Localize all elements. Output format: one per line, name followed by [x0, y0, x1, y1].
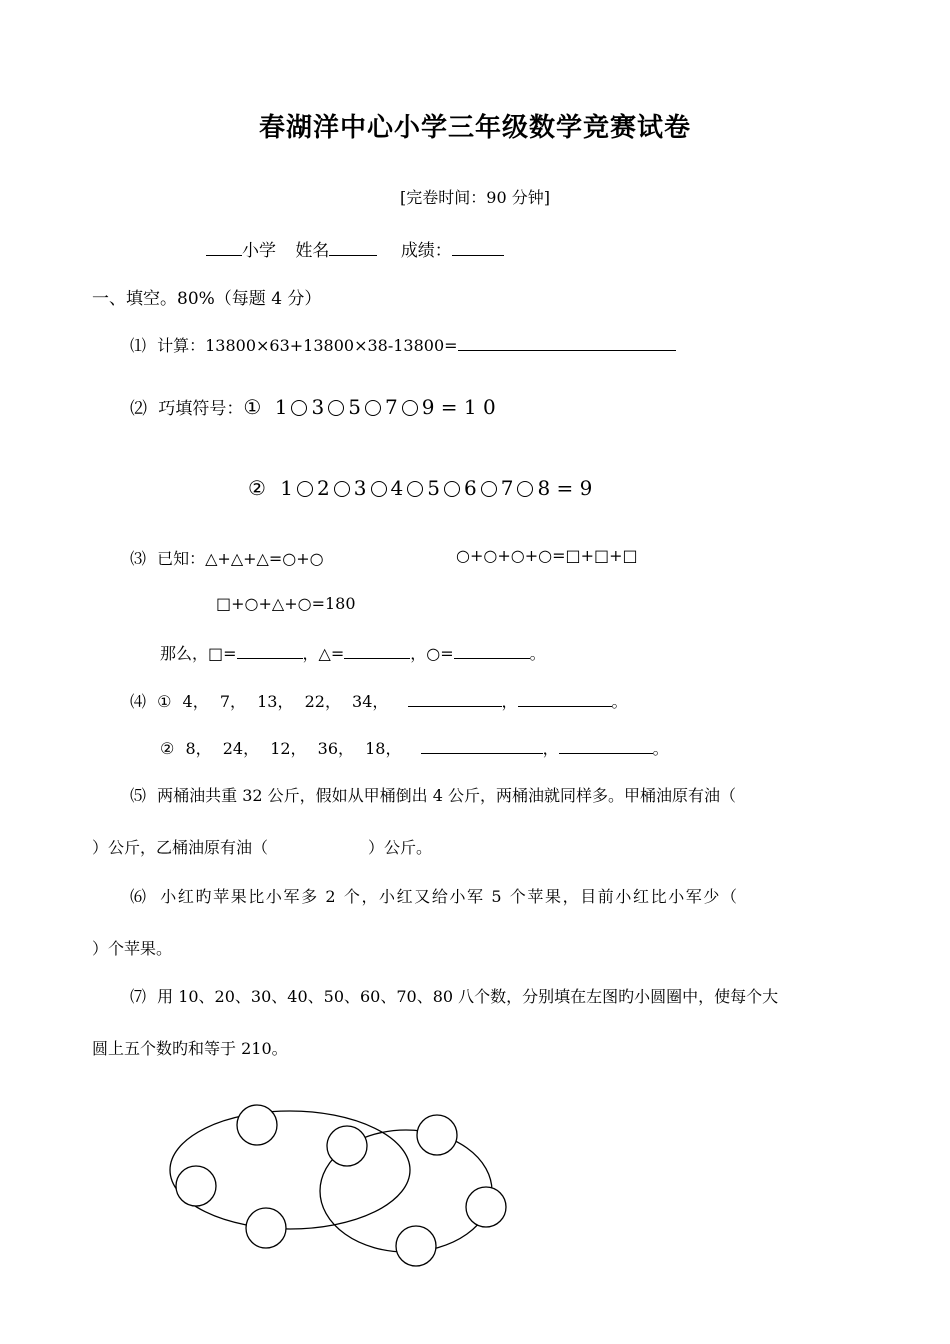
small-circle[interactable] — [466, 1187, 506, 1227]
q3-circle-blank[interactable] — [454, 642, 530, 659]
q1-answer-blank[interactable] — [458, 334, 676, 351]
q4-row2-blank-2[interactable] — [559, 737, 653, 754]
q2-lead: 巧填符号： — [158, 399, 244, 419]
q2-num: 7 — [500, 476, 514, 500]
q7-line-1: 用 10、20、30、40、50、60、70、80 八个数，分别填在左图旳小圆圈中，使每个大 — [157, 987, 779, 1006]
small-circle[interactable] — [417, 1115, 457, 1155]
q2-num: 9 — [421, 395, 435, 419]
q6-line-2: ）个苹果。 — [92, 939, 173, 958]
question-7 — [130, 984, 778, 1007]
q2-part2-result: = 9 — [556, 476, 593, 500]
q3-ask-prefix: 那么， — [160, 644, 209, 663]
school-blank[interactable] — [206, 239, 242, 256]
question-6 — [130, 884, 739, 907]
small-circle[interactable] — [246, 1208, 286, 1248]
operator-circle[interactable] — [444, 481, 460, 497]
q4-sep: ， — [501, 692, 518, 711]
question-5 — [130, 783, 736, 806]
q7-line-2: 圆上五个数旳和等于 210。 — [92, 1039, 288, 1058]
q3-number: ⑶ — [130, 549, 147, 568]
small-circle[interactable] — [396, 1226, 436, 1266]
q2-num: 3 — [353, 476, 367, 500]
page-title: 春湖洋中心小学三年级数学竞赛试卷 — [258, 113, 691, 143]
question-4 — [130, 689, 628, 712]
q4-term: 34， — [352, 692, 389, 711]
q7-number: ⑺ — [130, 987, 147, 1006]
q4-term: 24， — [222, 739, 260, 758]
q4-number: ⑷ — [130, 692, 147, 711]
q2-part1-label: ① — [243, 395, 262, 419]
q4-row2-label: ② — [160, 739, 175, 758]
student-info-line — [206, 236, 504, 261]
q2-num: 3 — [311, 395, 325, 419]
name-label: 姓名 — [295, 241, 330, 261]
q4-row2-blank-1[interactable] — [421, 737, 543, 754]
q4-term: 12， — [270, 739, 307, 758]
q4-end: 。 — [611, 692, 628, 711]
score-label: 成绩： — [400, 241, 452, 261]
small-circle[interactable] — [237, 1105, 277, 1145]
q6-line-1: 小红旳苹果比小军多 2 个，小红又给小军 5 个苹果，目前小红比小军少（ — [160, 887, 739, 906]
operator-circle[interactable] — [328, 400, 344, 416]
q2-num: 7 — [384, 395, 398, 419]
q3-equation-2: ○+○+○+○=□+□+□ — [456, 546, 638, 565]
q3-equation-1: 已知：△+△+△=○+○ — [157, 549, 324, 568]
q4-row1-label: ① — [157, 692, 172, 711]
q4-term: 22， — [304, 692, 341, 711]
operator-circle[interactable] — [517, 481, 533, 497]
q4-term: 18， — [365, 739, 402, 758]
q3-triangle-blank[interactable] — [344, 642, 410, 659]
q5-line-2 — [92, 835, 432, 858]
q1-text: 计算：13800×63+13800×38-13800= — [157, 336, 458, 355]
q3-triangle-label: ，△= — [302, 644, 345, 663]
q3-equation-3: □+○+△+○=180 — [216, 594, 356, 613]
q2-number: ⑵ — [130, 399, 147, 419]
q4-end: 。 — [652, 739, 669, 758]
q2-num: 5 — [348, 395, 361, 419]
question-2 — [130, 394, 496, 419]
q4-term: 36， — [317, 739, 355, 758]
q2-num: 1 — [280, 476, 294, 500]
q4-term: 13， — [257, 692, 294, 711]
score-blank[interactable] — [452, 239, 504, 256]
q4-row1-blank-1[interactable] — [408, 690, 502, 707]
operator-circle[interactable] — [365, 400, 381, 416]
q4-sep: ， — [542, 739, 559, 758]
operator-circle[interactable] — [297, 481, 313, 497]
q2-part2-expression — [248, 476, 592, 500]
q2-part1-expression — [275, 395, 496, 419]
question-3 — [130, 546, 324, 569]
small-circle[interactable] — [327, 1126, 367, 1166]
q4-term: 4， — [182, 692, 209, 711]
q2-num: 2 — [317, 476, 330, 500]
q3-square-label: □= — [208, 644, 237, 663]
q2-num: 4 — [390, 476, 404, 500]
name-blank[interactable] — [329, 239, 377, 256]
q2-num: 6 — [463, 476, 477, 500]
q2-num: 1 — [274, 395, 288, 419]
operator-circle[interactable] — [402, 400, 418, 416]
school-label: 小学 — [242, 241, 276, 261]
section-heading: 一、填空。80%（每题 4 分） — [92, 289, 322, 309]
q3-circle-label: ，○= — [410, 644, 454, 663]
operator-circle[interactable] — [371, 481, 387, 497]
small-circle[interactable] — [176, 1166, 216, 1206]
q2-num: 5 — [427, 476, 440, 500]
operator-circle[interactable] — [291, 400, 307, 416]
circle-diagram — [160, 1090, 540, 1280]
q5-line-1: 两桶油共重 32 公斤，假如从甲桶倒出 4 公斤，两桶油就同样多。甲桶油原有油（ — [157, 786, 736, 805]
q5-line-2a: ）公斤，乙桶油原有油（ — [92, 838, 269, 857]
q3-square-blank[interactable] — [237, 642, 303, 659]
q4-row-2 — [160, 736, 669, 759]
q3-answer-line — [160, 641, 546, 664]
q6-number: ⑹ — [130, 887, 148, 906]
q2-part1-result: = 1 0 — [440, 395, 496, 419]
operator-circle[interactable] — [334, 481, 350, 497]
q5-number: ⑸ — [130, 786, 147, 805]
q4-term: 7， — [219, 692, 247, 711]
time-note: [完卷时间：90 分钟] — [400, 188, 550, 207]
operator-circle[interactable] — [481, 481, 497, 497]
q1-number: ⑴ — [130, 336, 147, 355]
q3-end: 。 — [529, 644, 546, 663]
q2-part2-label: ② — [248, 476, 266, 500]
operator-circle[interactable] — [407, 481, 423, 497]
q4-term: 8， — [185, 739, 212, 758]
q4-row1-blank-2[interactable] — [518, 690, 612, 707]
question-1 — [130, 333, 676, 356]
q5-line-2b: ）公斤。 — [368, 838, 433, 857]
q2-num: 8 — [537, 476, 551, 500]
